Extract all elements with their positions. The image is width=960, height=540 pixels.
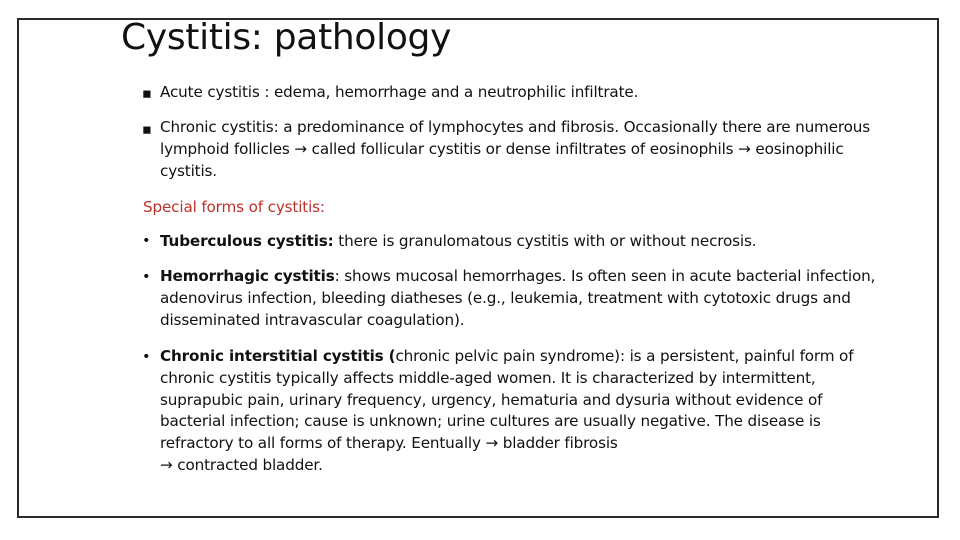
interstitial-cystitis-point: [160, 346, 880, 477]
tuberculous-cystitis-point: [160, 231, 880, 253]
square-bullet: ▪: [142, 86, 152, 102]
chronic-cystitis-text-2: called follicular cystitis or dense infiltrates of eosinophils: [306, 139, 739, 158]
chronic-cystitis-text-1: Chronic cystitis: a predominance of lymphocytes and fibrosis. Occasionally there are numerous lymphoid follicles: [160, 118, 871, 158]
arrow-icon: →: [160, 455, 173, 474]
acute-cystitis-text: Acute cystitis : edema, hemorrhage and a neutrophilic infiltrate.: [160, 83, 639, 101]
hemorrhagic-cystitis-text: : shows mucosal hemorrhages. Is often seen in acute bacterial infection, adenovirus infection, bleeding diatheses (e.g., leukemia, treatment with cytotoxic drugs and disseminated intravascular coagulation).: [160, 267, 876, 329]
acute-cystitis-point: [160, 82, 880, 104]
arrow-icon: →: [738, 139, 751, 158]
arrow-icon: →: [485, 434, 499, 453]
square-bullet: ▪: [142, 122, 152, 138]
round-bullet: •: [142, 233, 151, 249]
arrow-icon: →: [294, 139, 307, 158]
slide-title: Cystitis: pathology: [121, 17, 452, 58]
round-bullet: •: [142, 349, 151, 365]
chronic-cystitis-text-3: eosinophilic cystitis.: [160, 139, 844, 180]
interstitial-cystitis-text-2: bladder fibrosis: [498, 434, 618, 453]
round-bullet: •: [142, 269, 151, 285]
hemorrhagic-cystitis-point: [160, 266, 880, 331]
special-forms-heading: Special forms of cystitis:: [143, 198, 325, 216]
interstitial-cystitis-term: Chronic interstitial cystitis (: [160, 347, 396, 365]
hemorrhagic-cystitis-term: Hemorrhagic cystitis: [160, 267, 335, 285]
chronic-cystitis-point: [160, 117, 880, 182]
tuberculous-cystitis-text: there is granulomatous cystitis with or without necrosis.: [333, 232, 757, 250]
interstitial-cystitis-text-3: contracted bladder.: [172, 455, 323, 474]
tuberculous-cystitis-term: Tuberculous cystitis:: [160, 232, 334, 250]
interstitial-cystitis-text-1: chronic pelvic pain syndrome): is a persistent, painful form of chronic cystitis typically affects middle-aged women. It is characterized by intermittent, suprapubic pain, urinary frequency, urgency, hematuria and dysuria without evidence of bacterial infection; cause is unknown; urine cultures are usually negative. The disease is refractory to all forms of therapy. Eentually: [160, 347, 854, 453]
